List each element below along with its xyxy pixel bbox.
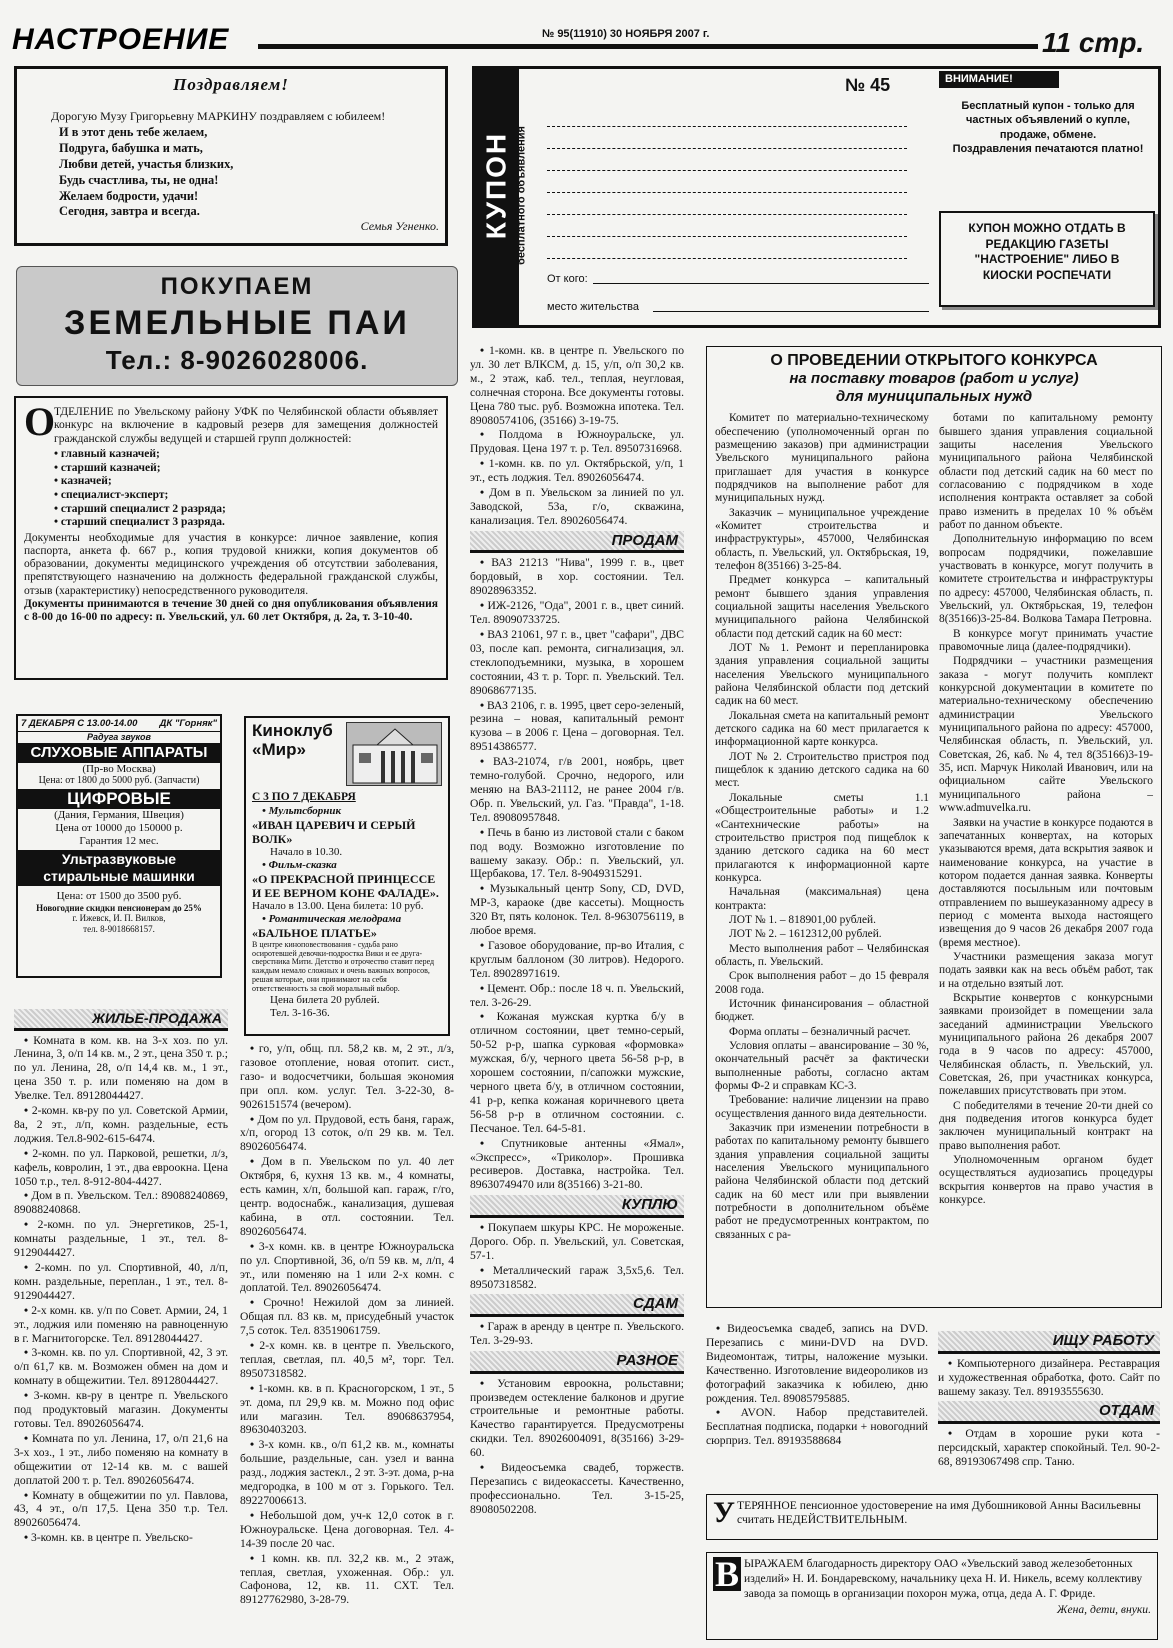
misc-header: РАЗНОЕ [470,1351,684,1374]
buy-header: КУПЛЮ [470,1195,684,1218]
classified-item: • 2-х комн. кв. у/п по Совет. Армии, 24, 1 эт., лоджия или поменяю на равноценную в г. Магнитогорске. Тел. 89128044427. [14,1304,228,1346]
classified-item: • 3-комн. кв. по ул. Спортивной, 42, 3 эт. о/п 61,7 кв. м. Возможен обмен на дом и комнату в общежитии. Тел. 89128044427. [14,1346,228,1388]
contest-paragraph: Заявки на участие в конкурсе подаются в запечатанных конвертах, на которых указываются время, дата вскрытия заявок и наименование конкурса, на участие в котором подается данная заявка. Конверты доставляются посыльным или почтовым отправлением по вышеуказанному адресу в период с момента выхода настоящего извещения до 9 часов 26 декабря 2007 года (время местное). [939,816,1153,949]
cinema-item-time: Начало в 10.30. [270,846,343,859]
classified-item: • Печь в баню из листовой стали с баком под воду. Возможно изготовление по вашему заказу. Обр.: п. Увельский, ул. Щербакова, 17. Тел. 8-9049315291. [470,826,684,882]
hearing-title-3a: Ультразвуковые [61,851,177,868]
cinema-item-name: «БАЛЬНОЕ ПЛАТЬЕ» [252,926,377,941]
classified-item: • Спутниковые антенны «Ямал», «Экспресс», «Триколор». Прошивка ресиверов. Доставка, настройка. Тел. 89630749470 или 8(35166) 3-21-80. [470,1137,684,1193]
classified-item: • Небольшой дом, уч-к 12,0 соток в г. Южноуральске. Цена договорная. Тел. 4-14-39 после 20 час. [240,1509,454,1551]
thanks-signature: Жена, дети, внуки. [1056,1603,1151,1617]
post-item: • старший специалист 3 разряда. [54,516,225,529]
post-item: • главный казначей; [54,448,160,461]
classified-item: • AVON. Набор представителей. Бесплатная подписка, подарки + новогодний сюрприз. Тел. 89193588684 [706,1406,928,1448]
classified-item: • Покупаем шкуры КРС. Не мороженые. Дорого. Обр. п. Увельский, ул. Советская, 57-1. [470,1221,684,1263]
classified-item: • Музыкальный центр Sony, CD, DVD, MP-3, караоке (две кассеты). Мощность 320 Вт, пять колонок. Тел. 8-9630756119, в любое время. [470,882,684,938]
classified-item: • 3-х комн. кв. в центре Южноуральска по ул. Спортивной, 36, о/п 59 кв. м, л/п, 4 эт., или поменяю на 1 или 2-х комн. с доплатой. Тел. 89026056474. [240,1240,454,1296]
lost-notice [706,1494,1158,1540]
hearing-date-row [18,716,220,732]
attention-rules: Бесплатный купон - только для частных объявлений о купле, продаже, обмене. [961,100,1135,141]
classified-item: • 2-комн. по ул. Спортивной, 40, л/п, комн. раздельные, переплан., 1 эт., тел. 8-9129044427. [14,1261,228,1303]
contest-paragraph: Требование: наличие лицензии на право осуществления данного вида деятельности. [715,1094,929,1120]
masthead-title: НАСТРОЕНИЕ [12,23,230,56]
contest-paragraph: Уполномоченным органом будет осуществляться аудиозапись процедуры вскрытия конвертов на право участия в конкурсе. [939,1154,1153,1207]
housing-header: ЖИЛЬЕ-ПРОДАЖА [14,1009,228,1031]
contest-title-3: для муниципальных нужд [835,388,1033,406]
poem-line: И в этот день тебе желаем, [59,125,208,139]
classified-item: • Срочно! Нежилой дом за линией. Общая пл. 83 кв. м, присудебный участок 7,5 соток. Тел. 83519061759. [240,1296,454,1338]
contest-title [715,351,1153,406]
classifieds-column [470,344,684,1644]
hearing-date: 7 ДЕКАБРЯ С 13.00-14.00 [21,718,138,729]
rent-list [470,1320,684,1348]
giveaway-list [938,1427,1160,1469]
cinema-item-name: «О ПРЕКРАСНОЙ ПРИНЦЕССЕ И ЕЕ ВЕРНОМ КОНЕ ФАЛАДЕ». [252,872,439,901]
classified-item: • Дом в п. Увельском. Тел.: 89088240869, 89088240868. [14,1189,228,1217]
lost-text: ТЕРЯННОЕ пенсионное удостоверение на имя Дубошниковой Анны Васильевны считать НЕДЕЙСТВИТЕЛЬНЫМ. [737,1499,1141,1527]
contest-paragraph: В конкурсе могут принимать участие правомочные лица (далее-подрядчики). [939,627,1153,654]
masthead [0,0,1173,62]
classified-item: • ВАЗ 21213 "Нива", 1999 г. в., цвет бордовый, в хор. состоянии. Тел. 89028963352. [470,556,684,598]
contest-paragraph: ЛОТ № 2. – 1612312,00 рублей. [729,928,882,941]
attention-badge: ВНИМАНИЕ! [939,71,1059,88]
classified-item: • ВАЗ 2106, г. в. 1995, цвет серо-зеленый, резина – новая, капитальный ремонт кузова – в 2006 г. Цена – договорная. Тел. 89514386577. [470,699,684,755]
hearing-title-3 [18,850,220,886]
classified-item: • Видеосъемка свадеб, запись на DVD. Перезапись с мини-DVD на DVD. Видеомонтаж, титры, наложение музыки. Качественно. Изготовление видеороликов из фотографий заказчика к юбилею, дню рождения. Тел. 89085795885. [706,1322,928,1405]
coupon-address-label: место жительства [547,301,639,313]
treasury-intro: ТДЕЛЕНИЕ по Увельскому району УФК по Челябинской области объявляет конкурс на включение в кадровый резерв для замещения должностей гражданской службы ведущей и старшей групп должностей: [54,406,438,445]
hearing-discount: Новогодние скидки пенсионерам до 25% [36,902,202,913]
contest-paragraph: ботами по капитальному ремонту бывшего здания управления социальной защиты населения Увельского муниципального района Челябинской области под детский садик на 60 мест по согласованию с подрядчиком в ходе исполнения контракта оставляет за собой право изменить в пределах 10 % объём работ по данном объекте. [939,412,1153,531]
classified-item: • 1 комн. кв. пл. 32,2 кв. м., 2 этаж, теплая, светлая, ухоженная. Обр.: ул. Сафонова, 12, кв. 11. СХТ. Тел. 89127762980, 3-28-79. [240,1552,454,1608]
poem-line: Любви детей, участья близких, [59,156,234,171]
contest-paragraph: С победителями в течение 20-ти дней со дня подведения итогов конкурса будет заключен муниципальный контракт на право выполнения работ. [939,1099,1153,1152]
cinema-item-desc: В центре киноповествования - судьба рано осиротевшей девочки-подростка Вики и ее друга-сверстника Мити. Детство и отрочество ставит перед каждым немало сложных и очень важных вопросов, решая которые, они принимают на себя ответственность за свой моральный выбор. [252,939,435,994]
page-number: 11 стр. [1042,27,1145,58]
greeting-box [14,66,448,246]
hearing-made-1: (Пр-во Москва) [82,762,156,775]
cinema-item-kind: Фильм-сказка [268,859,337,872]
classified-item: • 3-комн. кв. в центре п. Увельско- [14,1531,228,1545]
jobs-header: ИЩУ РАБОТУ [938,1331,1160,1354]
hearing-title-3b: стиральные машинки [43,868,195,885]
services-block [706,1322,928,1472]
classified-item: • 3-комн. кв-ру в центре п. Увельского под продуктовый магазин. Документы готовы. Тел. 89026056474. [14,1389,228,1431]
cinema-title-2: «Мир» [252,739,306,759]
hearing-made-2: (Дания, Германия, Швеция) [54,809,184,822]
cinema-item: • Фильм-сказка «О ПРЕКРАСНОЙ ПРИНЦЕССЕ И ЕЕ ВЕРНОМ КОНЕ ФАЛАДЕ». Начало в 13.00. Цена билета: 10 руб. [252,859,442,913]
contest-paragraph: ЛОТ № 1. – 818901,00 рублей. [729,913,876,926]
housing-section [14,1006,228,1642]
post-item: • старший казначей; [54,461,161,474]
contest-column-left [715,412,929,1243]
classified-item: • ВАЗ-21074, г/в 2001, ноябрь, цвет темно-голубой. Срочно, недорого, или меняю на ВАЗ-21112, не ранее 2004 г/в. Обр. п. Увельский, ул. Газ. "Правда", 1-18. Тел. 89080957848. [470,755,684,825]
classified-item: • Установим евроокна, рольставни; произведем остекление балконов и другие строительные и ремонтные работы. Качество гарантируется. Предусмотрены скидки. Тел. 89026004091, 8(35166) 3-29-60. [470,1377,684,1460]
coupon-number: № 45 [845,75,891,95]
contest-paragraph: Локальная смета на капитальный ремонт детского садика на 60 мест прилагается к информационной карте конкурса. [715,709,929,749]
treasury-notice [14,396,448,680]
sell-header: ПРОДАМ [470,531,684,554]
contest-paragraph: Источник финансирования – областной бюджет. [715,997,929,1024]
classified-item: • Дом по ул. Прудовой, есть баня, гараж, х/п, огород 13 соток, о/п 29 кв. м. Тел. 89026056474. [240,1113,454,1155]
contest-column-right [939,412,1153,1243]
housing-section-cont [240,1042,454,1642]
poem-line: Сегодня, завтра и всегда. [59,204,200,219]
cinema-phone: Тел. 3-16-36. [270,1007,330,1020]
post-item: • старший специалист 2 разряда; [54,502,226,515]
cinema-period: С 3 ПО 7 ДЕКАБРЯ [252,791,356,804]
coupon-address-field[interactable] [653,311,929,312]
cinema-item: • Романтическая мелодрама «БАЛЬНОЕ ПЛАТЬЕ» В центре киноповествования - судьба рано осиротевшей девочки-подростка Вики и ее друга-сверстника Мити. Детство и отрочество ставит перед каждым немало сложных и очень важных вопросов, решая которые, они принимают на себя ответственность за свой моральный выбор. [252,913,442,994]
hearing-ad [16,714,222,978]
poem-line: Желаем бодрости, удачи! [59,188,199,203]
contest-paragraph: ЛОТ № 1. Ремонт и перепланировка здания управления социальной защиты населения Увельского муниципального района Челябинской области под детский садик на 60 мест. [715,642,929,708]
coupon-box [472,66,1161,328]
housing-list [14,1034,228,1546]
classified-item: • 3-х комн. кв., о/п 61,2 кв. м., комнаты большие, раздельные, сан. узел и ванна разд., лоджия застекл., 2 эт. 3-эт. дома, р-на медгородка, в 100 м от з. Горького. Тел. 89227006613. [240,1438,454,1508]
contest-title-1: О ПРОВЕДЕНИИ ОТКРЫТОГО КОНКУРСА [770,352,1098,369]
contest-paragraph: Место выполнения работ – Челябинская область, п. Увельский. [715,942,929,968]
classified-item: • 2-комн. кв-ру по ул. Советской Армии, 8а, 2 эт., л/п, комн. раздельные, есть лоджия. Тел.8-902-615-6474. [14,1104,228,1146]
classified-item: • Дом в п. Увельском за линией по ул. Заводской, 53а, г/о, скважина, канализация. Тел. 89026056474. [470,486,684,528]
classified-item: • 1-комн. кв. в п. Красногорском, 1 эт., 5 эт. дома, пл 29,9 кв. м. Можно под офис или магазин. Тел. 89068637954, 89630403203. [240,1382,454,1438]
giveaway-header: ОТДАМ [938,1401,1160,1424]
hearing-venue: ДК "Горняк" [159,718,217,729]
contest-paragraph: Локальные сметы 1.1 «Общестроительные работы» и 1.2 «Сантехнические работы» на строительство пристроя под пищеблок к зданию детского садика на 60 мест прилагаются к информационной карте конкурса. [715,791,929,884]
classified-item: • Цемент. Обр.: после 18 ч. п. Увельский, тел. 3-26-29. [470,982,684,1010]
classified-item: • Кожаная мужская куртка б/у в отличном состоянии, цвет темно-серый, 50-52 р-р, шапка сурковая «формовка» мужская, б/у, черного цвета 56-58 р-р, в хорошем состоянии, п/сапожки мужские, черного цвета б/у, в отличном состоянии, 41 р-р, кепка кожаная коричневого цвета 56-58 р-р в отличном состоянии. с. Песчаное. Тел. 64-5-81. [470,1010,684,1135]
coupon-dropoff: КУПОН МОЖНО ОТДАТЬ В РЕДАКЦИЮ ГАЗЕТЫ "НАСТРОЕНИЕ" ЛИБО В КИОСКИ РОСПЕЧАТИ [939,211,1155,307]
hearing-price-3: Цена: от 1500 до 3500 руб. [56,889,182,902]
jobs-list [938,1357,1160,1399]
thanks-dropcap: В [715,1554,740,1594]
land-ad-phone: Тел.: 8-9026028006. [105,345,369,375]
housing-list [470,344,684,528]
contest-paragraph: Условия оплаты – авансирование – 30 %, окончательный расчёт за фактически выполненные работы, согласно актам формы Ф-2 и справкам КС-3. [715,1040,929,1093]
coupon-lines [547,105,907,285]
greeting-signature: Семья Угненко. [360,219,439,233]
classified-item: • 1-комн. кв. в центре п. Увельского по ул. 30 лет ВЛКСМ, д. 15, у/п, о/п 30,2 кв. м., 2 этаж, каб. тел., теплая, неугловая, солнечная сторона. Все документы готовы. Цена 780 тыс. руб. Возможна ипотека. Тел. 89080574106, (35166) 3-19-75. [470,344,684,427]
classified-item: • ИЖ-2126, "Ода", 2001 г. в., цвет синий. Тел. 89090733725. [470,599,684,627]
classified-item: • 2-комн. по ул. Энергетиков, 25-1, комнаты раздельные, 1 эт., тел. 8-9129044427. [14,1218,228,1260]
classified-item: • Гараж в аренду в центре п. Увельского. Тел. 3-29-93. [470,1320,684,1348]
services-list [706,1322,928,1448]
thanks-text: ЫРАЖАЕМ благодарность директору ОАО «Увельский завод железобетонных изделий» Н. И. Бондаревскому, начальнику цеха Н. И. Никель, всему коллективу завода за помощь в организации похорон мужа, отца, деда А. Г. Фриде. [744,1557,1143,1600]
classified-item: • Видеосъемка свадеб, торжеств. Перезапись с видеокассеты. Качественно, профессионально. Тел. 3-15-25, 89080502208. [470,1461,684,1517]
cinema-item-kind: Романтическая мелодрама [268,913,402,926]
cinema-title-1: Киноклуб [252,721,333,740]
contest-title-2: на поставку товаров (работ и услуг) [789,370,1079,388]
classified-item: • Компьютерного дизайнера. Реставрация и художественная обработка, фото. Сайт по вашему заказу. Тел. 89193555630. [938,1357,1160,1399]
classified-item: • Дом в п. Увельском по ул. 40 лет Октября, 6, кухня 13 кв. м., 4 комнаты, есть камин, х/п, большой кап. гараж, г/го, центр. водоснабж., канализация, душевая кабина, в отл. состоянии. Тел. 89026056474. [240,1155,454,1238]
greeting-poem [59,125,419,220]
coupon-subtitle: бесплатного объявления [515,126,528,265]
buy-list [470,1221,684,1292]
classified-item: • 2-комн. по ул. Парковой, решетки, л/з, кафель, ковролин, 1 эт., два евроокна. Цена 1050 т.р., тел. 8-912-804-4427. [14,1147,228,1189]
issue-number: № 95(11910) 30 НОЯБРЯ 2007 г. [538,28,713,41]
misc-list [470,1377,684,1517]
post-item: • казначей; [54,475,112,488]
thanks-notice [706,1552,1158,1640]
classified-item: • Отдам в хорошие руки кота - персидскый, характер спокойный. Тел. 90-2-68, 89193067498 спр. Таню. [938,1427,1160,1469]
hearing-title-2: ЦИФРОВЫЕ [18,789,220,809]
attention-paid: Поздравления печатаются платно! [952,142,1144,155]
coupon-title: КУПОН [480,131,512,240]
poem-line: Будь счастлива, ты, не одна! [59,172,219,187]
coupon-from-field[interactable] [593,283,929,284]
cinema-item-name: «ИВАН ЦАРЕВИЧ И СЕРЫЙ ВОЛК» [252,817,416,847]
hearing-warranty: Гарантия 12 мес. [79,835,159,848]
masthead-rule [258,44,1038,49]
treasury-dropcap: О [24,402,56,442]
classified-item: • ВАЗ 21061, 97 г. в., цвет "сафари", ДВС 03, после кап. ремонта, сигнализация, эл. стеклоподъемники, музыка, в хорошем состоянии, 43 т. р. Торг. п. Увельский. Тел. 89068677135. [470,628,684,698]
cinema-item: • Мультсборник «ИВАН ЦАРЕВИЧ И СЕРЫЙ ВОЛК» Начало в 10.30. [252,805,442,859]
classified-item: • 2-х комн. кв. в центре п. Увельского, теплая, светлая, пл. 40,5 м², торг. Тел. 89507318582. [240,1339,454,1381]
contest-paragraph: ЛОТ № 2. Строительство пристроя под пищеблок к зданию детского садика на 60 мест. [715,750,929,790]
classified-item: • Комната в ком. кв. на 3-х хоз. по ул. Ленина, 3, о/п 14 кв. м., 2 эт., цена 350 т. р.; по ул. Ленина, 28, о/п 14,4 кв. м., 1 эт., цена 350 т. р. или поменяю на дом в Увелке. Тел. 89128044427. [14,1034,228,1104]
classified-item: • Металлический гараж 3,5х5,6. Тел. 89507318582. [470,1264,684,1292]
cinema-building-icon [346,722,442,786]
contest-paragraph: Начальная (максимальная) цена контракта: [715,886,929,912]
coupon-from-label: От кого: [547,273,588,285]
classified-item: • Газовое оборудование, пр-во Италия, с круглым баллоном (30 литров). Недорого. Тел. 89028971619. [470,939,684,981]
cinema-item-kind: Мультсборник [268,804,342,817]
contest-paragraph: Форма оплаты – безналичный расчет. [729,1025,911,1038]
classified-item: • го, у/п, общ. пл. 58,2 кв. м, 2 эт., л/з, газовое отопление, новая отопит. сист., газо- и водосчетчики, большая экономия при опл. ком. услуг. Тел. 3-22-30, 8-9026151574 (вечером). [240,1042,454,1112]
housing-list [240,1042,454,1607]
contest-paragraph: Дополнительную информацию по всем вопросам подрядчики, пожелавшие участвовать в конкурсе, могут получить в комитете строительства и инфраструктуры по адресу: 457000, Челябинская область, п. Увельский, ул. Октябрьская, 19, телефон 8(35166)3-25-84. Волкова Тамара Петровна. [939,533,1153,626]
jobs-block [938,1328,1160,1478]
greeting-title: Поздравляем! [173,75,289,94]
hearing-price-1: Цена: от 1800 до 5000 руб. (Запчасти) [38,775,200,787]
contest-paragraph: Предмет конкурса – капитальный ремонт бывшего здания управления социальной защиты населения Увельского муниципального района Челябинской области под детский садик на 60 мест: [715,574,929,640]
treasury-posts [54,448,438,529]
land-ad-shares: ЗЕМЕЛЬНЫЕ ПАИ [64,304,410,342]
lost-dropcap: У [713,1496,736,1529]
hearing-price-2: Цена от 10000 до 150000 р. [55,822,183,835]
cinema-ad [244,716,450,1036]
post-item: • специалист-эксперт; [54,489,169,502]
classified-item: • Комната по ул. Ленина, 17, о/п 21,6 на 3-х хоз., 1 эт., либо поменяю на комнату в общежитии от 12-14 кв. м. с вашей доплатой 200 т. р. Тел. 89026056474. [14,1432,228,1488]
treasury-docs: Документы необходимые для участия в конкурсе: личное заявление, копия паспорта, анкета ф. 667 р., копия трудовой книжки, копия документов об образовании, документы медицинского учреждения об отсутствии заболевания, препятствующего назначению на должность федеральной гражданской службы, отзыв (характеристику) непосредственного руководителя. [24,531,438,597]
land-ad [16,266,458,386]
poem-line: Подруга, бабушка и мать, [59,140,203,155]
classified-item: • Комнату в общежитии по ул. Павлова, 43, 4 эт., о/п 17,5. Цена 350 т.р. Тел. 89026056474. [14,1489,228,1531]
classified-item: • 1-комн. кв. по ул. Октябрьской, у/п, 1 эт., есть лоджия. Тел. 89026056474. [470,457,684,485]
greeting-intro: Дорогую Музу Григорьевну МАРКИНУ поздравляем с юбилеем! [51,109,386,123]
contest-paragraph: Участники размещения заказа могут подать заявки как на весь объём работ, так и на отдельно взятый лот. [939,950,1153,990]
contest-paragraph: Комитет по материально-техническому обеспечению (уполномоченный орган по размещению заказов) при администрации Увельского муниципального района приглашает для участия в конкурсе подрядчиков на выполнение работ для муниципальных нужд. [715,412,929,505]
sell-list [470,556,684,1192]
cinema-price: Цена билета 20 рублей. [270,994,380,1007]
contest-paragraph: Вскрытие конвертов с конкурсными заявками произойдет в помещении зала заседаний администрации Увельского муниципального района 26 декабря 2007 года в 9 часов по адресу: 457000, Челябинская область, п. Увельский, ул. Советская, 26, при участниках конкурса, пожелавших присутствовать при этом. [939,991,1153,1098]
contest-paragraph: Заказчик – муниципальное учреждение «Комитет строительства и инфраструктуры», 457000, Челябинская область, п. Увельский, ул. Октябрьская, 19, телефон 8(35166) 3-25-84. [715,506,929,572]
hearing-company: г. Ижевск, И. П. Вилков, [72,913,166,924]
contest-paragraph: Подрядчики – участники размещения заказа - могут получить комплект конкурсной документации в комитете по материально-техническому обеспечению администрации Увельского муниципального района по адресу: 457000, Челябинская область, п. Увельский, ул. Советская, 26, каб. № 4, тел 8(35166)3-19-35, исп. Марчук Николай Иванович, или на официальном сайте Увельского муниципального района – www.admuvelka.ru. [939,655,1153,815]
contest-notice [706,346,1162,1308]
cinema-item-time: Начало в 13.00. Цена билета: 10 руб. [252,900,424,913]
contest-paragraph: Заказчик при изменении потребности в работах по капитальному ремонту бывшего здания управления социальной защиты населения Увельского муниципального района Челябинской области под детский садик на 60 мест или при выявлении потребности в дополнительном объёме работ не предусмотренных контрактом, по связанных с ра- [715,1122,929,1241]
hearing-title-1: СЛУХОВЫЕ АППАРАТЫ [18,743,220,763]
hearing-brand: Радуга звуков [87,732,151,743]
classified-item: • Полдома в Южноуральске, ул. Прудовая. Цена 197 т. р. Тел. 89507316968. [470,428,684,456]
attention-text [945,99,1151,156]
hearing-phone: тел. 8-9018668157. [83,924,155,934]
land-ad-buy: ПОКУПАЕМ [160,273,314,300]
rent-header: СДАМ [470,1294,684,1317]
contest-paragraph: Срок выполнения работ – до 15 февраля 2008 года. [715,970,929,996]
treasury-accept: Документы принимаются в течение 30 дней со дня опубликования объявления с 8-00 до 16-00 по адресу: п. Увельский, ул. 60 лет Октября, д. 2а, т. 3-10-40. [24,597,438,624]
